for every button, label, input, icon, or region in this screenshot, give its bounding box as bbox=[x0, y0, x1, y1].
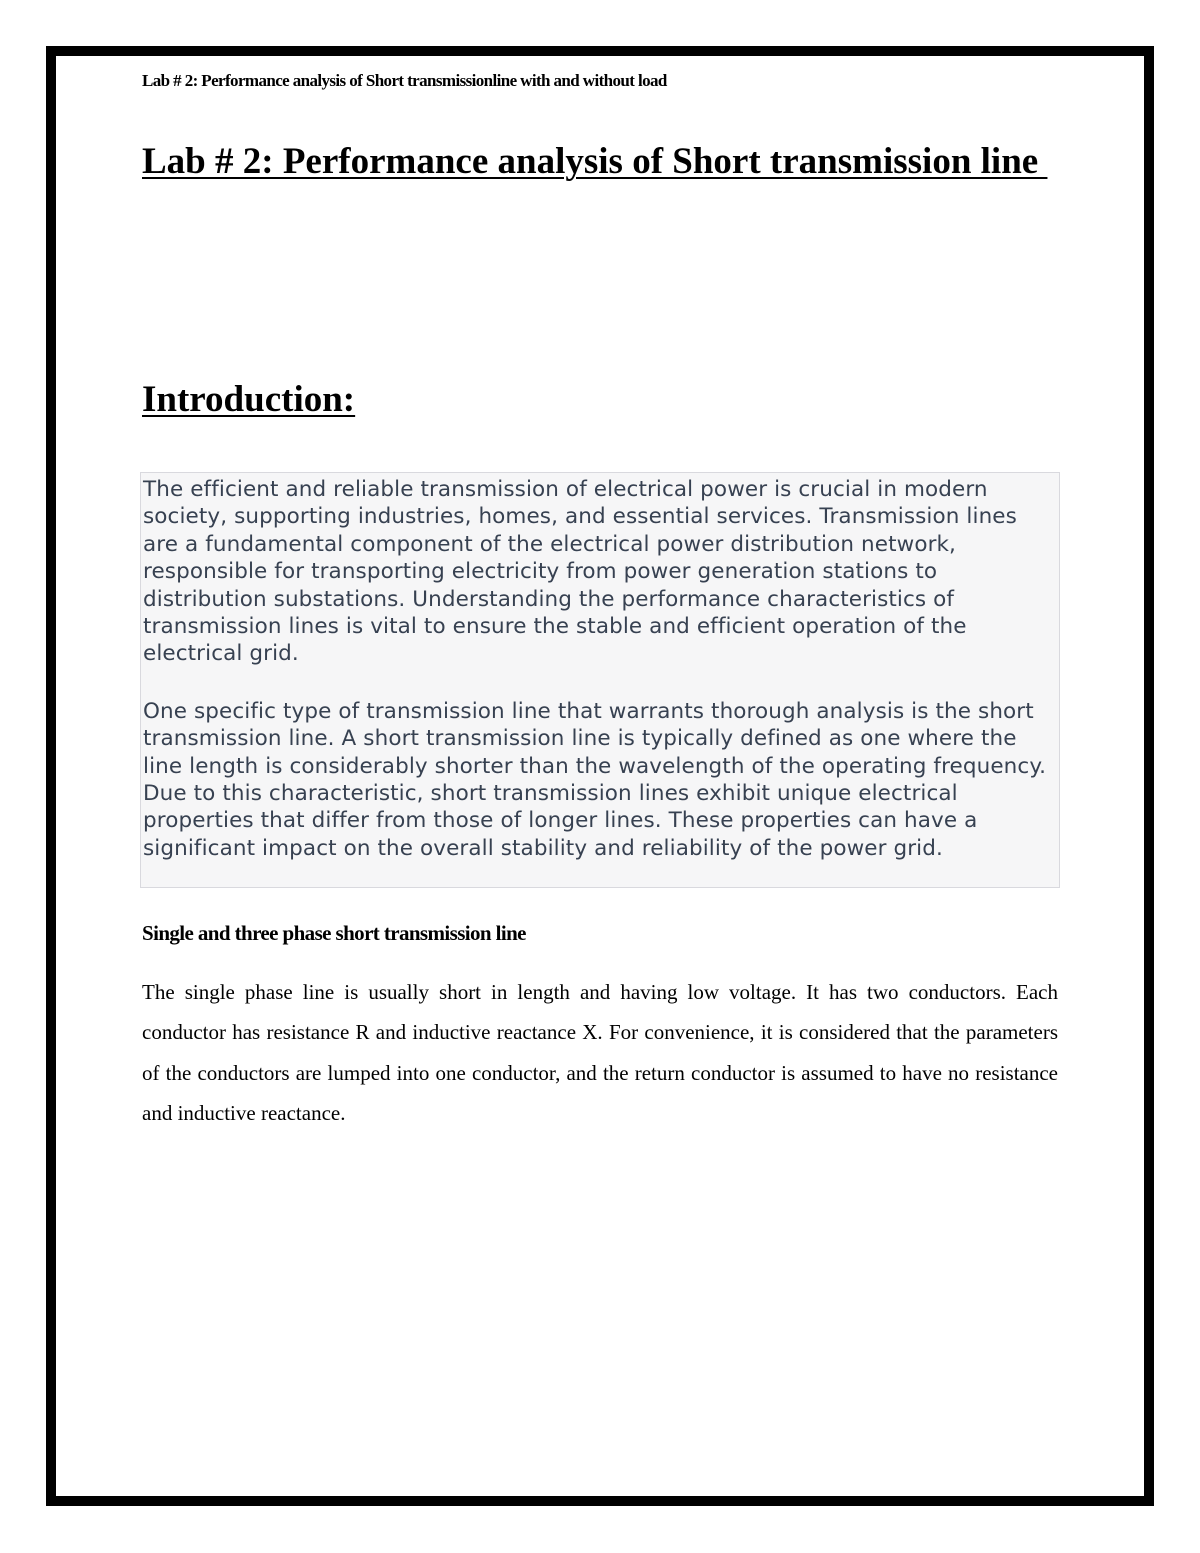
introduction-paragraph: One specific type of transmission line that warrants thorough analysis is the short transmission line. A short transmission line is typically defined as one where the line length is considerably shorter than the wavelength of the operating frequency. Due to this characteristic, short transmission lines exhibit unique electrical properties that differ from those of longer lines. These properties can have a significant impact on the overall stability and reliability of the power grid. bbox=[143, 698, 1047, 861]
introduction-box bbox=[140, 472, 1060, 888]
page-title: Lab # 2: Performance analysis of Short transmission line bbox=[142, 141, 1048, 182]
running-header: Lab # 2: Performance analysis of Short transmissionline with and without load bbox=[142, 71, 667, 90]
introduction-paragraph: The efficient and reliable transmission of electrical power is crucial in modern society, supporting industries, homes, and essential services. Transmission lines are a fundamental component of the electrical power distribution network, responsible for transporting electricity from power generation stations to distribution substations. Understanding the performance characteristics of transmission lines is vital to ensure the stable and efficient operation of the electrical grid. bbox=[143, 477, 1017, 667]
section-heading: Single and three phase short transmission line bbox=[142, 921, 526, 945]
introduction-heading: Introduction: bbox=[142, 379, 356, 420]
section-paragraph: The single phase line is usually short in length and having low voltage. It has two conductors. Each conductor has resistance R and inductive reactance X. For convenience, it is considered that the parameters of the conductors are lumped into one conductor, and the return conductor is assumed to have no resistance and inductive reactance. bbox=[142, 980, 1058, 1125]
